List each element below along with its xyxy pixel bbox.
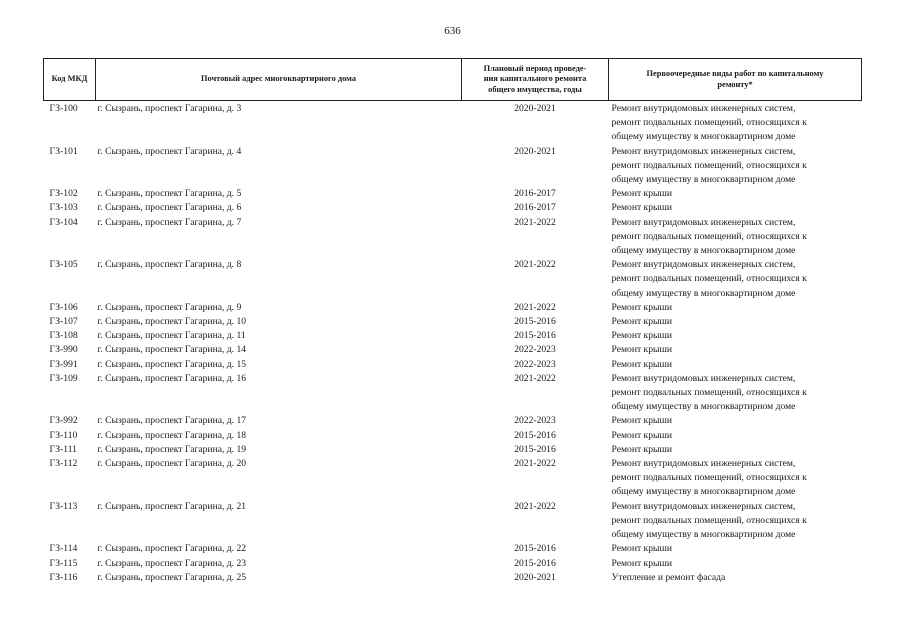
- row-works: [609, 145, 862, 188]
- row-period: 2022-2023: [514, 415, 556, 427]
- row-period: 2021-2022: [514, 372, 556, 384]
- row-period: 2022-2023: [514, 358, 556, 370]
- work-line: Ремонт крыши: [611, 344, 672, 356]
- row-period: 2015-2016: [514, 330, 556, 342]
- table-row: [44, 301, 862, 315]
- row-address: г. Сызрань, проспект Гагарина, д. 20: [97, 458, 247, 470]
- row-code: ГЗ-106: [49, 301, 78, 313]
- row-works: [609, 414, 862, 428]
- work-line: общему имуществу в многоквартирном доме: [611, 529, 796, 541]
- row-address: г. Сызрань, проспект Гагарина, д. 25: [97, 571, 247, 583]
- table-row: [44, 571, 862, 585]
- work-line: ремонт подвальных помещений, относящихся к: [611, 117, 807, 129]
- table-row: [44, 542, 862, 556]
- row-address: г. Сызрань, проспект Гагарина, д. 22: [97, 543, 247, 555]
- work-line: общему имуществу в многоквартирном доме: [611, 401, 796, 413]
- table-row: [44, 557, 862, 571]
- row-address: г. Сызрань, проспект Гагарина, д. 19: [97, 443, 247, 455]
- row-works: [609, 201, 862, 215]
- row-address: г. Сызрань, проспект Гагарина, д. 23: [97, 557, 247, 569]
- row-works: [609, 216, 862, 259]
- header-code: Код МКД: [44, 59, 96, 101]
- row-address: г. Сызрань, проспект Гагарина, д. 21: [97, 500, 247, 512]
- work-line: Ремонт внутридомовых инженерных систем,: [611, 372, 796, 384]
- table-row: [44, 372, 862, 415]
- header-address: Почтовый адрес многоквартирного дома: [96, 59, 462, 101]
- row-code: ГЗ-113: [49, 500, 78, 512]
- work-line: Ремонт крыши: [611, 415, 672, 427]
- row-works: [609, 542, 862, 556]
- table-row: [44, 216, 862, 259]
- housing-register-table: [43, 58, 862, 585]
- row-period: 2022-2023: [514, 344, 556, 356]
- table-row: [44, 329, 862, 343]
- work-line: Ремонт внутридомовых инженерных систем,: [611, 458, 796, 470]
- table-row: [44, 101, 862, 145]
- work-line: Ремонт внутридомовых инженерных систем,: [611, 103, 796, 114]
- table-row: [44, 414, 862, 428]
- row-works: [609, 372, 862, 415]
- work-line: общему имуществу в многоквартирном доме: [611, 245, 796, 257]
- row-period: 2020-2021: [514, 571, 556, 583]
- row-address: г. Сызрань, проспект Гагарина, д. 17: [97, 415, 247, 427]
- work-line: Ремонт крыши: [611, 543, 672, 555]
- work-line: Ремонт крыши: [611, 301, 672, 313]
- row-period: 2021-2022: [514, 458, 556, 470]
- row-period: 2020-2021: [514, 103, 556, 114]
- row-works: [609, 571, 862, 585]
- work-line: Ремонт крыши: [611, 557, 672, 569]
- work-line: Ремонт внутридомовых инженерных систем,: [611, 145, 796, 157]
- work-line: общему имуществу в многоквартирном доме: [611, 131, 796, 143]
- table-row: [44, 358, 862, 372]
- work-line: Ремонт внутридомовых инженерных систем,: [611, 259, 796, 271]
- row-code: ГЗ-991: [49, 358, 78, 370]
- row-works: [609, 443, 862, 457]
- work-line: ремонт подвальных помещений, относящихся к: [611, 159, 807, 171]
- row-works: [609, 315, 862, 329]
- row-works: [609, 557, 862, 571]
- work-line: Ремонт внутридомовых инженерных систем,: [611, 216, 796, 228]
- work-line: ремонт подвальных помещений, относящихся к: [611, 273, 807, 285]
- header-period: Плановый период проведе- ния капитального ремонта общего имущества, годы: [462, 59, 609, 101]
- work-line: Ремонт крыши: [611, 443, 672, 455]
- row-code: ГЗ-107: [49, 316, 78, 328]
- row-period: 2016-2017: [514, 188, 556, 200]
- row-code: ГЗ-992: [49, 415, 78, 427]
- row-code: ГЗ-112: [49, 458, 78, 470]
- row-works: [609, 500, 862, 543]
- row-code: ГЗ-101: [49, 145, 78, 157]
- row-address: г. Сызрань, проспект Гагарина, д. 14: [97, 344, 247, 356]
- row-code: ГЗ-102: [49, 188, 78, 200]
- work-line: ремонт подвальных помещений, относящихся к: [611, 472, 807, 484]
- row-works: [609, 343, 862, 357]
- row-code: ГЗ-103: [49, 202, 78, 214]
- row-period: 2015-2016: [514, 316, 556, 328]
- table-row: [44, 429, 862, 443]
- table-row: [44, 457, 862, 500]
- row-period: 2015-2016: [514, 443, 556, 455]
- row-works: [609, 329, 862, 343]
- table-row: [44, 145, 862, 188]
- work-line: общему имуществу в многоквартирном доме: [611, 486, 796, 498]
- row-address: г. Сызрань, проспект Гагарина, д. 3: [97, 103, 242, 114]
- row-period: 2015-2016: [514, 557, 556, 569]
- work-line: Ремонт крыши: [611, 429, 672, 441]
- row-address: г. Сызрань, проспект Гагарина, д. 7: [97, 216, 242, 228]
- row-address: г. Сызрань, проспект Гагарина, д. 9: [97, 301, 242, 313]
- work-line: Ремонт крыши: [611, 358, 672, 370]
- table-header: [44, 59, 862, 101]
- row-works: [609, 358, 862, 372]
- work-line: Ремонт крыши: [611, 330, 672, 342]
- work-line: Утепление и ремонт фасада: [611, 571, 726, 583]
- row-code: ГЗ-108: [49, 330, 78, 342]
- table-row: [44, 443, 862, 457]
- table-body: [44, 101, 862, 585]
- row-code: ГЗ-109: [49, 372, 78, 384]
- row-period: 2021-2022: [514, 301, 556, 313]
- work-line: Ремонт крыши: [611, 316, 672, 328]
- row-address: г. Сызрань, проспект Гагарина, д. 18: [97, 429, 247, 441]
- row-code: ГЗ-115: [49, 557, 78, 569]
- row-code: ГЗ-114: [49, 543, 78, 555]
- work-line: Ремонт крыши: [611, 188, 672, 200]
- row-code: ГЗ-100: [49, 103, 78, 114]
- row-works: [609, 301, 862, 315]
- row-code: ГЗ-105: [49, 259, 78, 271]
- table-row: [44, 187, 862, 201]
- row-code: ГЗ-110: [49, 429, 78, 441]
- row-address: г. Сызрань, проспект Гагарина, д. 8: [97, 259, 242, 271]
- row-address: г. Сызрань, проспект Гагарина, д. 5: [97, 188, 242, 200]
- row-address: г. Сызрань, проспект Гагарина, д. 11: [97, 330, 246, 342]
- work-line: общему имуществу в многоквартирном доме: [611, 287, 796, 299]
- row-works: [609, 101, 862, 145]
- work-line: общему имуществу в многоквартирном доме: [611, 174, 796, 186]
- row-address: г. Сызрань, проспект Гагарина, д. 10: [97, 316, 247, 328]
- table-row: [44, 258, 862, 301]
- row-period: 2016-2017: [514, 202, 556, 214]
- row-works: [609, 258, 862, 301]
- row-code: ГЗ-116: [49, 571, 78, 583]
- table-row: [44, 315, 862, 329]
- row-code: ГЗ-111: [49, 443, 77, 455]
- row-address: г. Сызрань, проспект Гагарина, д. 16: [97, 372, 247, 384]
- row-works: [609, 187, 862, 201]
- row-period: 2020-2021: [514, 145, 556, 157]
- row-period: 2015-2016: [514, 543, 556, 555]
- work-line: Ремонт крыши: [611, 202, 672, 214]
- row-code: ГЗ-990: [49, 344, 78, 356]
- row-period: 2021-2022: [514, 216, 556, 228]
- header-works: Первоочередные виды работ по капитальному ремонту*: [609, 59, 862, 101]
- row-address: г. Сызрань, проспект Гагарина, д. 15: [97, 358, 247, 370]
- table-row: [44, 343, 862, 357]
- page-number: 636: [444, 25, 461, 37]
- row-period: 2021-2022: [514, 500, 556, 512]
- row-works: [609, 429, 862, 443]
- work-line: ремонт подвальных помещений, относящихся к: [611, 230, 807, 242]
- work-line: ремонт подвальных помещений, относящихся к: [611, 387, 807, 399]
- work-line: Ремонт внутридомовых инженерных систем,: [611, 500, 796, 512]
- row-address: г. Сызрань, проспект Гагарина, д. 6: [97, 202, 242, 214]
- table-row: [44, 500, 862, 543]
- table-row: [44, 201, 862, 215]
- row-code: ГЗ-104: [49, 216, 78, 228]
- row-period: 2015-2016: [514, 429, 556, 441]
- work-line: ремонт подвальных помещений, относящихся к: [611, 514, 807, 526]
- row-address: г. Сызрань, проспект Гагарина, д. 4: [97, 145, 242, 157]
- row-works: [609, 457, 862, 500]
- row-period: 2021-2022: [514, 259, 556, 271]
